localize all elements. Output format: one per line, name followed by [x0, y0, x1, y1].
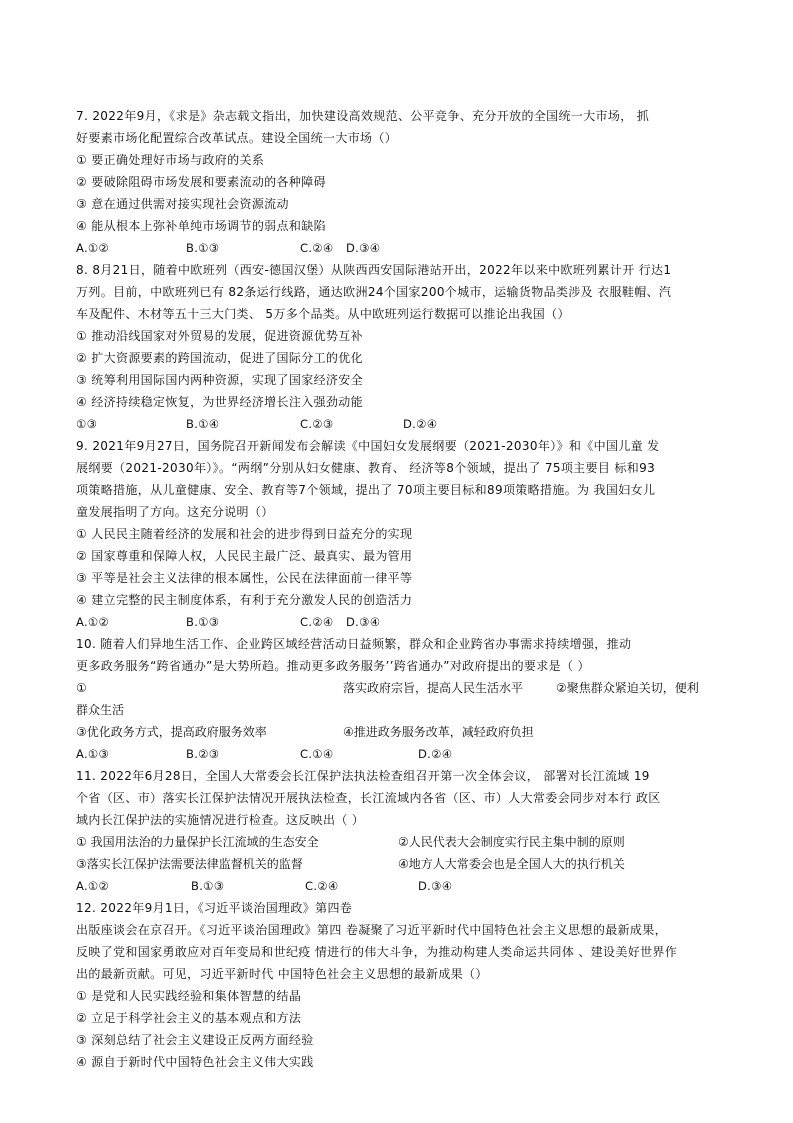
- q9-answer-b: B.①③: [186, 615, 220, 629]
- q7-answer-a: A.①②: [76, 241, 110, 255]
- q8-option-1: ① 推动沿线国家对外贸易的发展，促进资源优势互补: [76, 329, 363, 343]
- q11-option-4: ④地方人大常委会也是全国人大的执行机关: [398, 857, 625, 871]
- q12-stem-line-3: 反映了党和国家勇敢应对百年变局和世纪疫 情进行的伟大斗争，为推动构建人类命运共同体 、建设美好世界作: [76, 945, 678, 959]
- q8-stem-line-3: 车及配件、木材等五十三大门类、 5万多个品类。从中欧班列运行数据可以推论出我国（）: [76, 307, 570, 321]
- q11-option-3: ③落实长江保护法需要法律监督机关的监督: [76, 857, 303, 871]
- q8-answer-a: ①③: [76, 417, 98, 431]
- q8-option-3: ③ 统筹利用国际国内两种资源，实现了国家经济安全: [76, 373, 363, 387]
- q7-option-3: ③ 意在通过供需对接实现社会资源流动: [76, 197, 289, 211]
- q12-stem-line-2: 出版座谈会在京召开。《习近平谈治国理政》第四 卷凝聚了习近平新时代中国特色社会主义思想的最新成果，: [76, 923, 667, 937]
- q12-stem-line-4: 出的最新贡献。可见，习近平新时代 中国特色社会主义思想的最新成果（）: [76, 967, 488, 981]
- q10-option-1-marker: ①: [76, 681, 87, 695]
- q11-answer-b: B.①③: [191, 879, 225, 893]
- q12-option-1: ① 是党和人民实践经验和集体智慧的结晶: [76, 989, 302, 1003]
- q11-answer-a: A.①②: [76, 879, 110, 893]
- q9-stem-line-2: 展纲要（2021-2030年）》。“两纲”分别从妇女健康、教育、 经济等8个领域，提出了 75项主要目 标和93: [76, 461, 656, 475]
- q8-answer-d: D.②④: [403, 417, 438, 431]
- q9-option-4: ④ 建立完整的民主制度体系，有利于充分激发人民的创造活力: [76, 593, 413, 607]
- q7-answer-c: C.②④: [300, 241, 334, 255]
- q9-option-1: ① 人民民主随着经济的发展和社会的进步得到日益充分的实现: [76, 527, 413, 541]
- q10-option-4: ④推进政务服务改革，减轻政府负担: [343, 725, 534, 739]
- q8-option-4: ④ 经济持续稳定恢复，为世界经济增长注入强劲动能: [76, 395, 363, 409]
- q12-stem-line-1: 12. 2022年9月1日，《习近平谈治国理政》第四卷: [76, 901, 353, 915]
- q9-stem-line-4: 童发展指明了方向。这充分说明（）: [76, 505, 274, 519]
- q10-answer-b: B.②③: [186, 747, 220, 761]
- q11-stem-line-2: 个省（区、市）落实长江保护法情况开展执法检查，长江流域内各省（区、市）人大常委会同步对本行 政区: [76, 791, 661, 805]
- q11-answer-d: D.③④: [418, 879, 453, 893]
- q9-answer-d: D.③④: [346, 615, 381, 629]
- q7-stem-line-1: 7. 2022年9月，《求是》杂志载文指出，加快建设高效规范、公平竞争、充分开放的全国统一大市场， 抓: [76, 109, 650, 123]
- q7-option-4: ④ 能从根本上弥补单纯市场调节的弱点和缺陷: [76, 219, 326, 233]
- q10-stem-line-2: 更多政务服务“跨省通办”是大势所趋。推动更多政务服务’’跨省通办”对政府提出的要求是（ ）: [76, 659, 590, 673]
- q8-answer-c: C.②③: [300, 417, 334, 431]
- q12-option-4: ④ 源自于新时代中国特色社会主义伟大实践: [76, 1055, 314, 1069]
- q9-answer-a: A.①②: [76, 615, 110, 629]
- q7-answer-b: B.①③: [186, 241, 220, 255]
- q11-stem-line-1: 11. 2022年6月28日，全国人大常委会长江保护法执法检查组召开第一次全体会议， 部署对长江流域 19: [76, 769, 650, 783]
- q8-option-2: ② 扩大资源要素的跨国流动，促进了国际分工的优化: [76, 351, 363, 365]
- q9-stem-line-3: 项策略措施，从儿童健康、安全、教育等7个领域，提出了 70项主要目标和89项策略措施。为 我国妇女儿: [76, 483, 656, 497]
- q9-option-2: ② 国家尊重和保障人权，人民民主最广泛、最真实、最为管用: [76, 549, 413, 563]
- q9-option-3: ③ 平等是社会主义法律的根本属性，公民在法律面前一律平等: [76, 571, 413, 585]
- q12-option-2: ② 立足于科学社会主义的基本观点和方法: [76, 1011, 302, 1025]
- q8-stem-line-1: 8. 8月21日，随着中欧班列（西安-德国汉堡）从陕西西安国际港站开出，2022年以来中欧班列累计开 行达1: [76, 263, 672, 277]
- q10-option-2-cont: 群众生活: [76, 703, 125, 717]
- q10-option-1-text: 落实政府宗旨，提高人民生活水平: [343, 681, 524, 695]
- q9-stem-line-1: 9. 2021年9月27日，国务院召开新闻发布会解读《中国妇女发展纲要（2021-2030年）》和《中国儿童 发: [76, 439, 660, 453]
- q8-stem-line-2: 万列。目前，中欧班列已有 82条运行线路，通达欧洲24个国家200个城市，运输货物品类涉及 衣服鞋帽、汽: [76, 285, 672, 299]
- q10-option-3: ③优化政务方式，提高政府服务效率: [76, 725, 267, 739]
- q11-option-1: ① 我国用法治的力量保护长江流域的生态安全: [76, 835, 319, 849]
- q10-option-2: ②聚焦群众紧迫关切，便利: [556, 681, 699, 695]
- q11-option-2: ②人民代表大会制度实行民主集中制的原则: [398, 835, 625, 849]
- q10-answer-a: A.①③: [76, 747, 110, 761]
- q7-option-2: ② 要破除阻碍市场发展和要素流动的各种障碍: [76, 175, 326, 189]
- q10-stem-line-1: 10. 随着人们异地生活工作、企业跨区域经营活动日益频繁，群众和企业跨省办事需求持续增强，推动: [76, 637, 632, 651]
- q12-option-3: ③ 深刻总结了社会主义建设正反两方面经验: [76, 1033, 314, 1047]
- q10-answer-c: C.①④: [300, 747, 334, 761]
- q7-stem-line-2: 好要素市场化配置综合改革试点。建设全国统一大市场（）: [76, 131, 398, 145]
- q8-answer-b: B.①④: [186, 417, 220, 431]
- q9-answer-c: C.②④: [300, 615, 334, 629]
- q11-stem-line-3: 域内长江保护法的实施情况进行检查。这反映出（ ）: [76, 813, 365, 827]
- q11-answer-c: C.②④: [305, 879, 339, 893]
- q7-option-1: ① 要正确处理好市场与政府的关系: [76, 153, 265, 167]
- q7-answer-d: D.③④: [346, 241, 381, 255]
- q10-answer-d: D.②④: [418, 747, 453, 761]
